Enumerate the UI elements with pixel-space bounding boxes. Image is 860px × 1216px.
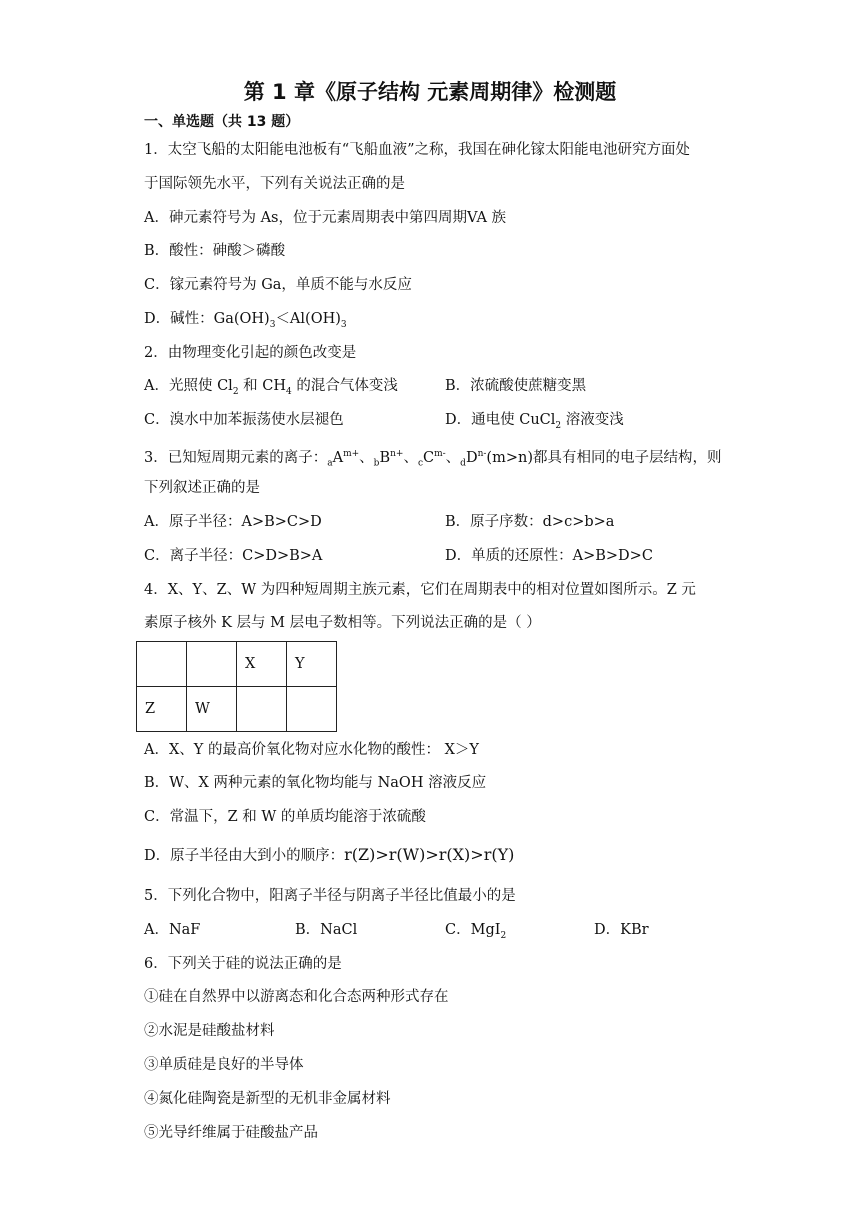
q4-option-c: C．常温下，Z 和 W 的单质均能溶于浓硫酸 <box>144 809 426 825</box>
q6-statement-5: ⑤光导纤维属于硅酸盐产品 <box>144 1125 318 1141</box>
table-cell: Z <box>137 687 187 732</box>
q2-option-d: D．通电使 CuCl$_2$ 溶液变浅 <box>445 412 624 431</box>
q4-option-a: A．X、Y 的最高价氧化物对应水化物的酸性： X＞Y <box>144 742 479 758</box>
q5-option-b: B．NaCl <box>295 922 358 938</box>
q4-option-d: D．原子半径由大到小的顺序：r(Z)>r(W)>r(X)>r(Y) <box>144 845 515 864</box>
radius-order-formula: r(Z)>r(W)>r(X)>r(Y) <box>344 845 515 864</box>
table-cell <box>137 642 187 687</box>
q3-stem-line1: 3．已知短周期元素的离子：$_aA^{m+}$、$_bB^{n+}$、$_cC^{m-}$、$_dD^{n-}(m>n)$都具有相同的电子层结构，则 <box>144 449 722 469</box>
q2-option-c: C．溴水中加苯振荡使水层褪色 <box>144 412 344 428</box>
q6-statement-4: ④氮化硅陶瓷是新型的无机非金属材料 <box>144 1091 391 1107</box>
q5-option-a: A．NaF <box>144 922 201 938</box>
table-cell: X <box>237 642 287 687</box>
q3-option-c: C．离子半径：C>D>B>A <box>144 548 323 564</box>
q5-option-c: C．MgI$_2$ <box>445 922 507 941</box>
table-cell: W <box>187 687 237 732</box>
q1-option-d: D．碱性：$Ga(OH)_3<Al(OH)_3$ <box>144 311 347 330</box>
q3-option-b: B．原子序数：d>c>b>a <box>445 514 615 530</box>
q4-stem-line1: 4．X、Y、Z、W 为四种短周期主族元素，它们在周期表中的相对位置如图所示。Z 元 <box>144 582 696 598</box>
q1-option-b: B．酸性：砷酸＞磷酸 <box>144 243 286 259</box>
q6-statement-2: ②水泥是硅酸盐材料 <box>144 1023 275 1039</box>
section-heading: 一、单选题（共 13 题） <box>144 114 300 130</box>
q1-stem-line1: 1．太空飞船的太阳能电池板有“飞船血液”之称，我国在砷化镓太阳能电池研究方面处 <box>144 142 691 158</box>
q5-option-d: D．KBr <box>594 922 649 938</box>
periodic-position-table <box>136 641 337 732</box>
q3-stem-line2: 下列叙述正确的是 <box>144 480 260 496</box>
q3-option-a: A．原子半径：A>B>C>D <box>144 514 322 530</box>
q5-stem: 5．下列化合物中，阳离子半径与阴离子半径比值最小的是 <box>144 888 516 904</box>
table-cell <box>237 687 287 732</box>
q6-statement-1: ①硅在自然界中以游离态和化合态两种形式存在 <box>144 989 449 1005</box>
table-row <box>137 642 337 687</box>
table-cell <box>287 687 337 732</box>
table-row <box>137 687 337 732</box>
q2-option-b: B．浓硫酸使蔗糖变黑 <box>445 378 587 394</box>
q6-stem: 6．下列关于硅的说法正确的是 <box>144 956 342 972</box>
q2-option-a: A．光照使 $Cl_2$ 和 $CH_4$ 的混合气体变浅 <box>144 378 398 397</box>
table-cell: Y <box>287 642 337 687</box>
q6-statement-3: ③单质硅是良好的半导体 <box>144 1057 304 1073</box>
table-cell <box>187 642 237 687</box>
q1-option-c: C．镓元素符号为 Ga，单质不能与水反应 <box>144 277 412 293</box>
q1-stem-line2: 于国际领先水平，下列有关说法正确的是 <box>144 176 405 192</box>
q1-option-a: A．砷元素符号为 As，位于元素周期表中第四周期VA 族 <box>144 210 507 226</box>
q3-option-d: D．单质的还原性：A>B>D>C <box>445 548 653 564</box>
q4-stem-line2: 素原子核外 K 层与 M 层电子数相等。下列说法正确的是（ ） <box>144 615 541 631</box>
q2-stem: 2．由物理变化引起的颜色改变是 <box>144 345 357 361</box>
q4-option-b: B．W、X 两种元素的氧化物均能与 NaOH 溶液反应 <box>144 775 487 791</box>
document-title: 第 1 章《原子结构 元素周期律》检测题 <box>243 80 617 104</box>
